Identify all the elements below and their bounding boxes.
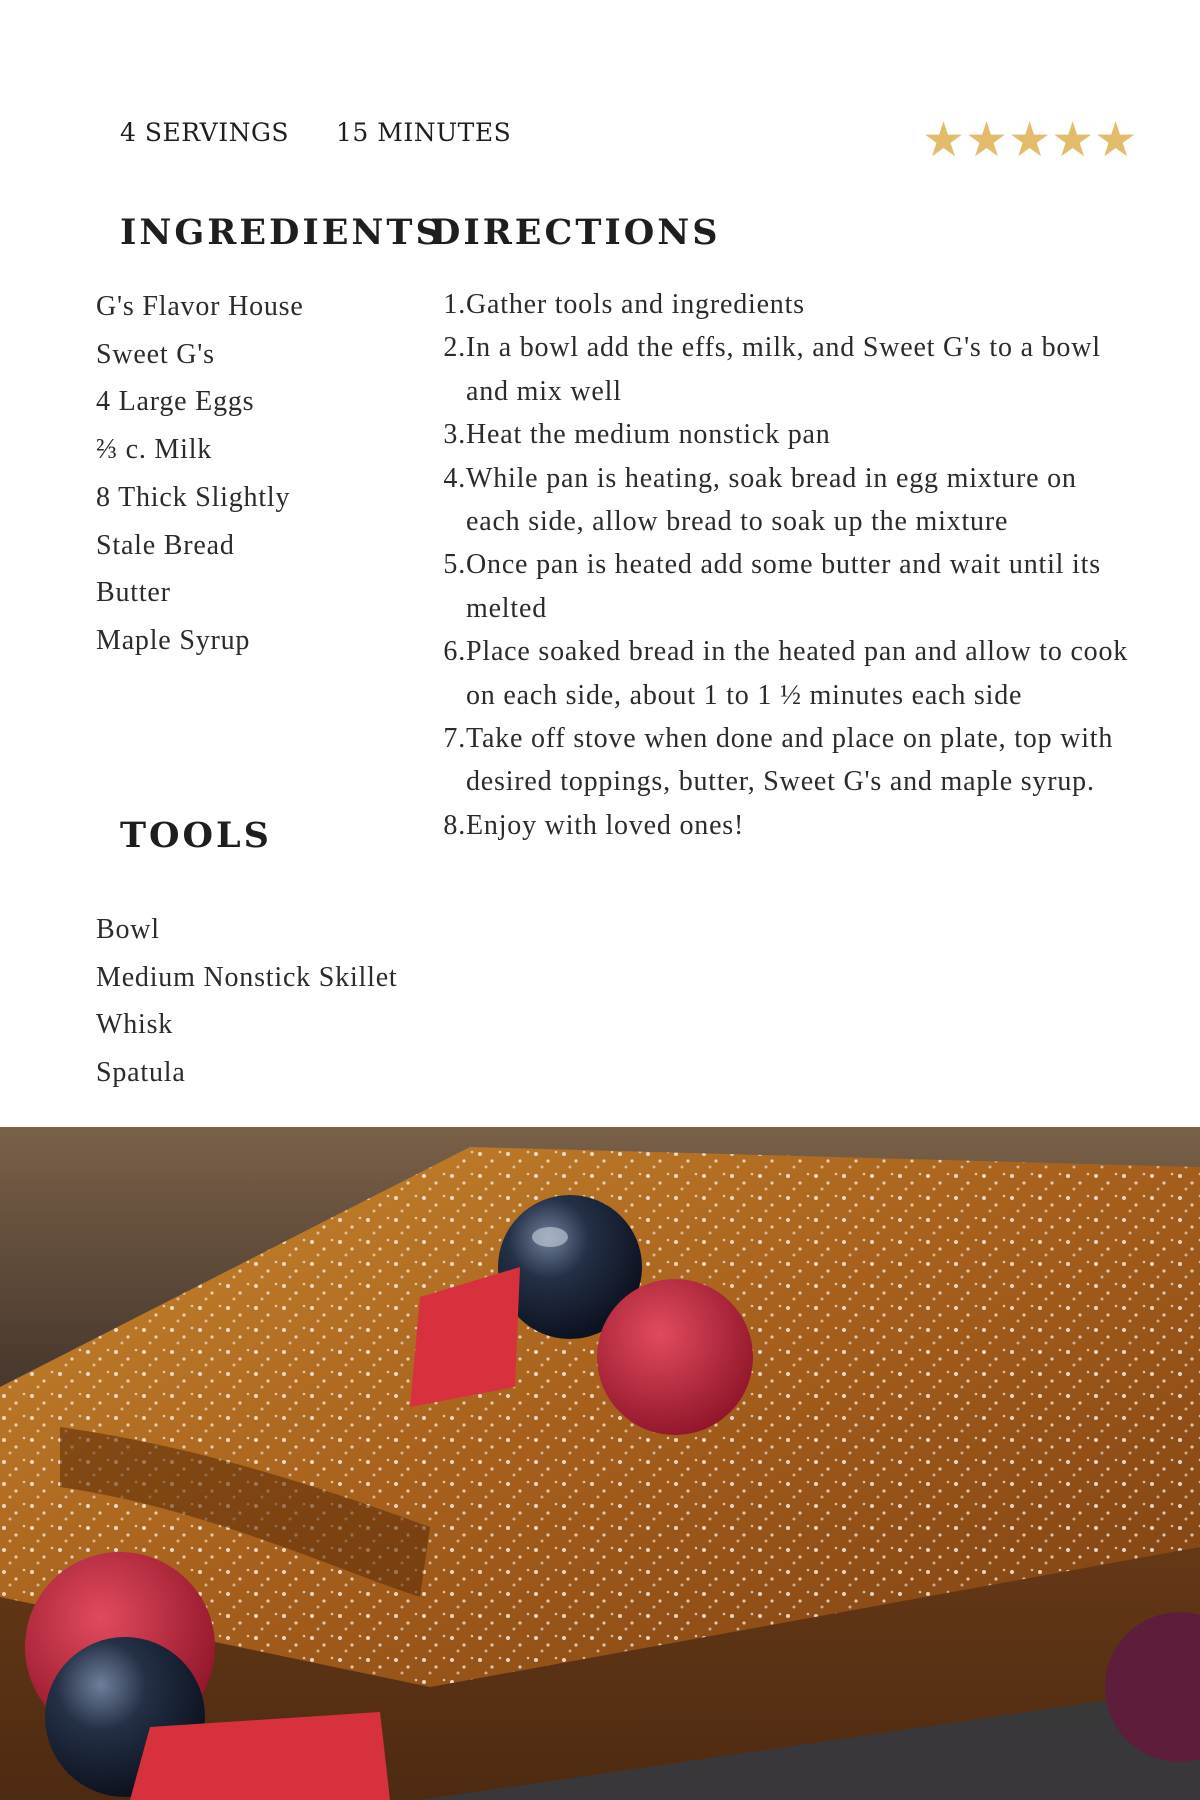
direction-step xyxy=(440,413,1130,456)
french-toast-illustration xyxy=(0,1127,1200,1800)
tool-item: Whisk xyxy=(96,1009,174,1041)
step-number: 3. xyxy=(443,419,466,451)
step-text: Gather tools and ingredients xyxy=(466,289,805,320)
tools-list xyxy=(96,906,398,1097)
ingredients-heading: INGREDIENTS xyxy=(120,212,444,253)
direction-step xyxy=(440,543,1130,630)
french-toast-photo xyxy=(0,1127,1200,1800)
direction-step xyxy=(440,283,1130,326)
direction-step xyxy=(440,630,1130,717)
star-icon: ★ xyxy=(1051,112,1095,168)
step-number: 4. xyxy=(443,462,466,494)
servings-label: 4 SERVINGS xyxy=(120,118,290,147)
ingredient-item: 4 Large Eggs xyxy=(96,386,255,418)
step-text: Once pan is heated add some butter and wait until its melted xyxy=(466,549,1101,624)
star-icon: ★ xyxy=(965,112,1009,168)
step-text: Take off stove when done and place on plate, top with desired toppings, butter, Sweet G's and maple syrup. xyxy=(466,723,1114,798)
step-number: 5. xyxy=(443,549,466,581)
ingredient-item: Sweet G's xyxy=(96,338,215,370)
time-label: 15 MINUTES xyxy=(336,118,512,147)
star-icon: ★ xyxy=(1094,112,1138,168)
tool-item: Medium Nonstick Skillet xyxy=(96,961,398,993)
ingredient-item: Stale Bread xyxy=(96,529,235,561)
rating-stars xyxy=(922,112,1137,168)
directions-list xyxy=(440,283,1130,847)
ingredient-item: Maple Syrup xyxy=(96,624,251,656)
direction-step xyxy=(440,326,1130,413)
step-number: 2. xyxy=(443,332,466,364)
ingredients-list xyxy=(96,283,304,665)
direction-step xyxy=(440,804,1130,847)
ingredient-item: G's Flavor House xyxy=(96,291,304,322)
step-text: Place soaked bread in the heated pan and allow to cook on each side, about 1 to 1 ½ minutes each side xyxy=(466,636,1129,711)
tools-heading: TOOLS xyxy=(120,815,272,856)
step-text: In a bowl add the effs, milk, and Sweet G's to a bowl and mix well xyxy=(466,332,1101,407)
step-number: 8. xyxy=(443,809,466,841)
step-text: While pan is heating, soak bread in egg mixture on each side, allow bread to soak up the mixture xyxy=(466,462,1077,538)
star-icon: ★ xyxy=(922,112,966,168)
tool-item: Bowl xyxy=(96,914,160,945)
step-number: 1. xyxy=(443,289,466,320)
tool-item: Spatula xyxy=(96,1057,186,1089)
direction-step xyxy=(440,717,1130,804)
ingredient-item: Butter xyxy=(96,577,171,609)
ingredient-item: ⅔ c. Milk xyxy=(96,434,213,466)
step-number: 6. xyxy=(443,636,466,668)
step-number: 7. xyxy=(443,723,466,755)
step-text: Heat the medium nonstick pan xyxy=(466,419,831,451)
step-text: Enjoy with loved ones! xyxy=(466,809,745,841)
direction-step xyxy=(440,457,1130,544)
star-icon: ★ xyxy=(1008,112,1052,168)
directions-heading: DIRECTIONS xyxy=(430,212,721,253)
ingredient-item: 8 Thick Slightly xyxy=(96,481,291,513)
